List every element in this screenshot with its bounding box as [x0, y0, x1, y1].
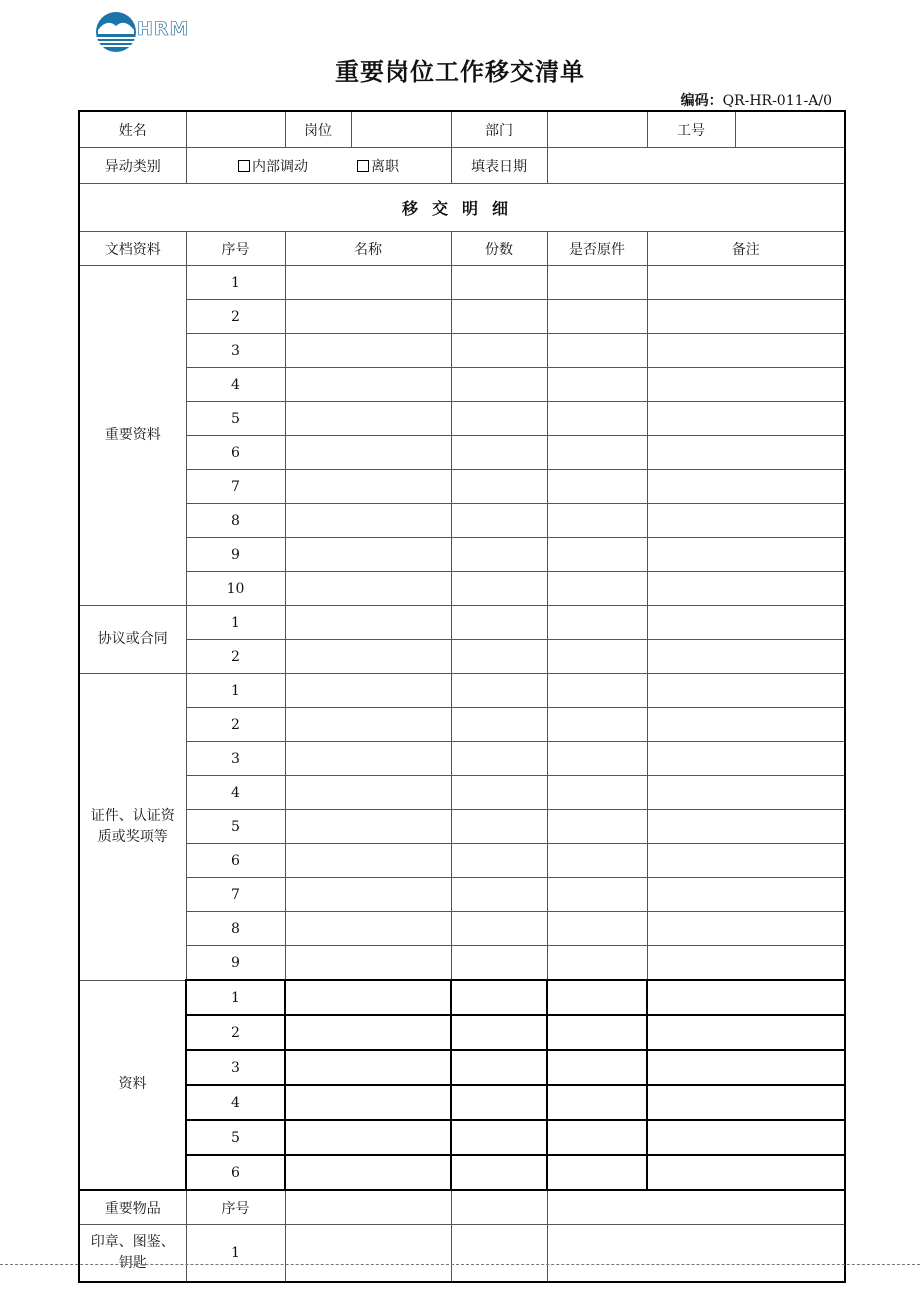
row-remarks-cell[interactable] [647, 1050, 845, 1085]
row-remarks-cell[interactable] [647, 844, 845, 878]
logo-emblem-icon [95, 10, 139, 54]
section-title: 移交明细 [79, 184, 845, 232]
row-copies-cell[interactable] [451, 368, 547, 402]
option-leave[interactable]: 离职 [357, 159, 399, 175]
row-copies-cell[interactable] [451, 300, 547, 334]
row-number: 9 [186, 946, 285, 981]
row-copies-cell[interactable] [451, 266, 547, 300]
table-row [79, 1120, 845, 1155]
row-original-cell[interactable] [547, 1085, 647, 1120]
row-original-cell[interactable] [547, 878, 647, 912]
table-row [79, 912, 845, 946]
table-row [79, 572, 845, 606]
table-row [79, 436, 845, 470]
row-number: 10 [186, 572, 285, 606]
table-row [79, 300, 845, 334]
row-original-cell[interactable] [547, 674, 647, 708]
department-label: 部门 [451, 111, 547, 148]
row-copies-cell[interactable] [451, 436, 547, 470]
department-field[interactable] [547, 111, 647, 148]
row-number: 6 [186, 1155, 285, 1190]
fill-date-label: 填表日期 [451, 148, 547, 184]
row-copies-cell[interactable] [451, 844, 547, 878]
col-category: 文档资料 [79, 232, 186, 266]
col-copies: 份数 [451, 232, 547, 266]
row-original-cell[interactable] [547, 1120, 647, 1155]
row-remarks-cell[interactable] [647, 368, 845, 402]
row-number: 1 [186, 606, 285, 640]
row-remarks-cell[interactable] [647, 300, 845, 334]
row-number: 4 [186, 368, 285, 402]
row-original-cell[interactable] [547, 1015, 647, 1050]
table-row [79, 946, 845, 981]
row-remarks-cell[interactable] [647, 504, 845, 538]
row-original-cell[interactable] [547, 946, 647, 981]
row-name-cell[interactable] [285, 776, 451, 810]
row-copies-cell[interactable] [451, 1050, 547, 1085]
row-name-cell[interactable] [285, 300, 451, 334]
items-copies-cell[interactable] [451, 1225, 547, 1283]
row-remarks-cell[interactable] [647, 1015, 845, 1050]
row-copies-cell[interactable] [451, 776, 547, 810]
row-number: 5 [186, 1120, 285, 1155]
row-name-cell[interactable] [285, 844, 451, 878]
row-number: 4 [186, 776, 285, 810]
table-row [79, 1015, 845, 1050]
row-number: 2 [186, 300, 285, 334]
col-number: 序号 [186, 232, 285, 266]
row-remarks-cell[interactable] [647, 708, 845, 742]
row-name-cell[interactable] [285, 912, 451, 946]
row-original-cell[interactable] [547, 1155, 647, 1190]
row-number: 6 [186, 436, 285, 470]
row-number: 1 [186, 674, 285, 708]
row-number: 8 [186, 504, 285, 538]
row-number: 5 [186, 810, 285, 844]
row-remarks-cell[interactable] [647, 742, 845, 776]
change-type-options [186, 148, 451, 184]
table-row [79, 504, 845, 538]
table-row [79, 742, 845, 776]
row-copies-cell[interactable] [451, 810, 547, 844]
row-copies-cell[interactable] [451, 572, 547, 606]
row-name-cell[interactable] [285, 572, 451, 606]
row-original-cell[interactable] [547, 844, 647, 878]
row-name-cell[interactable] [285, 742, 451, 776]
items-number-header: 序号 [186, 1190, 285, 1225]
employee-id-field[interactable] [735, 111, 845, 148]
fill-date-field[interactable] [547, 148, 845, 184]
row-name-cell[interactable] [285, 1085, 451, 1120]
document-code-label: 编码： [680, 93, 723, 109]
row-original-cell[interactable] [547, 912, 647, 946]
row-remarks-cell[interactable] [647, 1120, 845, 1155]
items-row [79, 1225, 845, 1283]
row-copies-cell[interactable] [451, 1015, 547, 1050]
table-row [79, 844, 845, 878]
row-number: 1 [186, 980, 285, 1015]
row-copies-cell[interactable] [451, 1120, 547, 1155]
group-label: 证件、认证资质或奖项等 [79, 674, 186, 981]
row-original-cell[interactable] [547, 368, 647, 402]
row-copies-cell[interactable] [451, 504, 547, 538]
col-remarks: 备注 [647, 232, 845, 266]
row-original-cell[interactable] [547, 470, 647, 504]
row-copies-cell[interactable] [451, 606, 547, 640]
row-remarks-cell[interactable] [647, 334, 845, 368]
handover-form-table [78, 110, 846, 1283]
row-original-cell[interactable] [547, 1050, 647, 1085]
row-name-cell[interactable] [285, 946, 451, 981]
row-copies-cell[interactable] [451, 1085, 547, 1120]
document-code-value: QR-HR-011-A/0 [722, 93, 832, 109]
row-number: 2 [186, 1015, 285, 1050]
row-copies-cell[interactable] [451, 1155, 547, 1190]
row-copies-cell[interactable] [451, 980, 547, 1015]
row-remarks-cell[interactable] [647, 912, 845, 946]
row-name-cell[interactable] [285, 436, 451, 470]
row-remarks-cell[interactable] [647, 436, 845, 470]
row-copies-cell[interactable] [451, 878, 547, 912]
row-original-cell[interactable] [547, 504, 647, 538]
row-name-cell[interactable] [285, 878, 451, 912]
position-label: 岗位 [285, 111, 351, 148]
company-logo [95, 10, 190, 54]
table-row [79, 334, 845, 368]
row-number: 3 [186, 1050, 285, 1085]
row-number: 3 [186, 334, 285, 368]
row-name-cell[interactable] [285, 368, 451, 402]
items-category: 重要物品 [79, 1190, 186, 1225]
row-original-cell[interactable] [547, 266, 647, 300]
row-number: 3 [186, 742, 285, 776]
row-number: 2 [186, 640, 285, 674]
row-copies-cell[interactable] [451, 334, 547, 368]
row-original-cell[interactable] [547, 742, 647, 776]
table-row [79, 606, 845, 640]
row-number: 6 [186, 844, 285, 878]
row-name-cell[interactable] [285, 1120, 451, 1155]
row-original-cell[interactable] [547, 572, 647, 606]
items-header-row [79, 1190, 845, 1225]
row-copies-cell[interactable] [451, 402, 547, 436]
row-copies-cell[interactable] [451, 912, 547, 946]
table-row [79, 470, 845, 504]
row-name-cell[interactable] [285, 266, 451, 300]
table-row [79, 266, 845, 300]
row-name-cell[interactable] [285, 470, 451, 504]
table-row [79, 674, 845, 708]
row-remarks-cell[interactable] [647, 1085, 845, 1120]
row-number: 7 [186, 470, 285, 504]
row-name-cell[interactable] [285, 640, 451, 674]
row-number: 9 [186, 538, 285, 572]
document-code [681, 90, 832, 110]
row-name-cell[interactable] [285, 1155, 451, 1190]
items-blank-a [285, 1190, 451, 1225]
row-copies-cell[interactable] [451, 640, 547, 674]
row-remarks-cell[interactable] [647, 1155, 845, 1190]
row-remarks-cell[interactable] [647, 640, 845, 674]
row-remarks-cell[interactable] [647, 266, 845, 300]
row-remarks-cell[interactable] [647, 810, 845, 844]
group-label: 协议或合同 [79, 606, 186, 674]
group-label: 重要资料 [79, 266, 186, 606]
table-row [79, 1155, 845, 1190]
row-copies-cell[interactable] [451, 708, 547, 742]
row-original-cell[interactable] [547, 810, 647, 844]
table-row [79, 980, 845, 1015]
row-remarks-cell[interactable] [647, 878, 845, 912]
row-name-cell[interactable] [285, 538, 451, 572]
row-name-cell[interactable] [285, 810, 451, 844]
row-name-cell[interactable] [285, 1050, 451, 1085]
table-row [79, 776, 845, 810]
row-copies-cell[interactable] [451, 538, 547, 572]
table-row [79, 538, 845, 572]
row-name-cell[interactable] [285, 606, 451, 640]
row-copies-cell[interactable] [451, 470, 547, 504]
logo-text: HRM [137, 18, 190, 40]
items-name-cell[interactable] [285, 1225, 451, 1283]
row-remarks-cell[interactable] [647, 776, 845, 810]
row-name-cell[interactable] [285, 708, 451, 742]
row-number: 1 [186, 266, 285, 300]
group-label: 资料 [79, 980, 186, 1190]
table-row [79, 1050, 845, 1085]
row-original-cell[interactable] [547, 708, 647, 742]
items-number: 1 [186, 1225, 285, 1283]
row-original-cell[interactable] [547, 538, 647, 572]
row-remarks-cell[interactable] [647, 980, 845, 1015]
name-label: 姓名 [79, 111, 186, 148]
row-original-cell[interactable] [547, 436, 647, 470]
items-remarks-cell[interactable] [547, 1225, 845, 1283]
transfer-checkbox-icon[interactable] [238, 160, 250, 172]
row-remarks-cell[interactable] [647, 402, 845, 436]
position-field[interactable] [351, 111, 451, 148]
row-original-cell[interactable] [547, 980, 647, 1015]
table-row [79, 810, 845, 844]
employee-id-label: 工号 [647, 111, 735, 148]
table-row [79, 878, 845, 912]
leave-checkbox-icon[interactable] [357, 160, 369, 172]
name-field[interactable] [186, 111, 285, 148]
items-label: 印章、图鉴、钥匙 [79, 1225, 186, 1283]
page-title: 重要岗位工作移交清单 [335, 58, 585, 86]
items-blank-c [547, 1190, 845, 1225]
option-transfer[interactable]: 内部调动 [238, 159, 308, 175]
row-original-cell[interactable] [547, 300, 647, 334]
table-row [79, 1085, 845, 1120]
row-number: 4 [186, 1085, 285, 1120]
row-name-cell[interactable] [285, 1015, 451, 1050]
row-original-cell[interactable] [547, 606, 647, 640]
row-remarks-cell[interactable] [647, 538, 845, 572]
table-row [79, 640, 845, 674]
row-number: 8 [186, 912, 285, 946]
row-remarks-cell[interactable] [647, 606, 845, 640]
row-remarks-cell[interactable] [647, 674, 845, 708]
row-original-cell[interactable] [547, 402, 647, 436]
col-name: 名称 [285, 232, 451, 266]
row-number: 2 [186, 708, 285, 742]
table-row [79, 368, 845, 402]
row-number: 5 [186, 402, 285, 436]
row-original-cell[interactable] [547, 334, 647, 368]
row-name-cell[interactable] [285, 980, 451, 1015]
row-copies-cell[interactable] [451, 674, 547, 708]
row-name-cell[interactable] [285, 334, 451, 368]
row-name-cell[interactable] [285, 504, 451, 538]
table-row [79, 708, 845, 742]
row-remarks-cell[interactable] [647, 572, 845, 606]
change-type-label: 异动类别 [79, 148, 186, 184]
row-name-cell[interactable] [285, 674, 451, 708]
row-copies-cell[interactable] [451, 742, 547, 776]
row-original-cell[interactable] [547, 640, 647, 674]
cut-line [0, 1264, 920, 1265]
items-blank-b [451, 1190, 547, 1225]
row-number: 7 [186, 878, 285, 912]
row-original-cell[interactable] [547, 776, 647, 810]
row-name-cell[interactable] [285, 402, 451, 436]
col-original: 是否原件 [547, 232, 647, 266]
row-remarks-cell[interactable] [647, 946, 845, 981]
table-row [79, 402, 845, 436]
row-copies-cell[interactable] [451, 946, 547, 981]
row-remarks-cell[interactable] [647, 470, 845, 504]
